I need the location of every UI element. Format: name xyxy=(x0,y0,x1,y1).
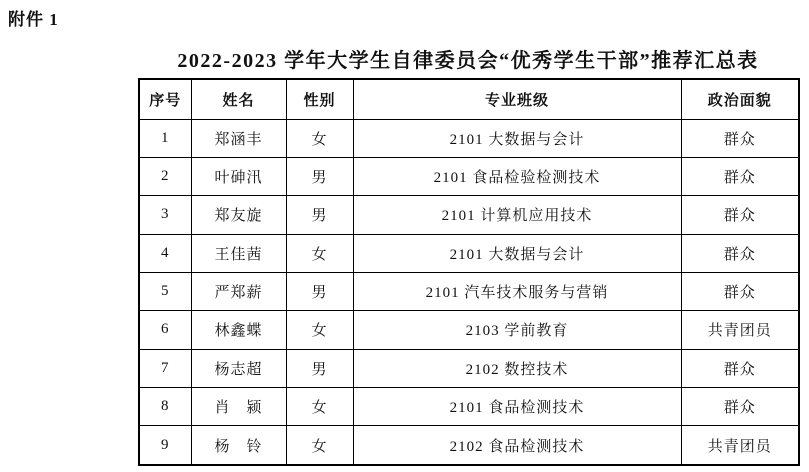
cell-gender: 男 xyxy=(286,196,353,234)
document-title: 2022-2023 学年大学生自律委员会“优秀学生干部”推荐汇总表 xyxy=(177,50,759,72)
cell-name: 郑涵丰 xyxy=(191,119,286,157)
cell-no: 5 xyxy=(139,272,191,310)
cell-gender: 女 xyxy=(286,387,353,425)
cell-no: 2 xyxy=(139,157,191,195)
cell-major: 2101 食品检测技术 xyxy=(353,387,681,425)
cell-no: 9 xyxy=(139,426,191,465)
table-header-row xyxy=(139,79,799,119)
col-header-no: 序号 xyxy=(139,79,191,119)
cell-political: 群众 xyxy=(681,349,799,387)
table-row xyxy=(139,349,799,387)
cell-political: 群众 xyxy=(681,196,799,234)
cell-name: 肖 颍 xyxy=(191,387,286,425)
cell-no: 6 xyxy=(139,311,191,349)
col-header-name: 姓名 xyxy=(191,79,286,119)
table-row xyxy=(139,387,799,425)
cell-no: 1 xyxy=(139,119,191,157)
cell-political: 共青团员 xyxy=(681,311,799,349)
cell-name: 杨志超 xyxy=(191,349,286,387)
cell-gender: 男 xyxy=(286,272,353,310)
col-header-gender: 性别 xyxy=(286,79,353,119)
cell-major: 2101 汽车技术服务与营销 xyxy=(353,272,681,310)
cell-gender: 男 xyxy=(286,349,353,387)
table-row xyxy=(139,119,799,157)
cell-political: 群众 xyxy=(681,157,799,195)
cell-political: 群众 xyxy=(681,387,799,425)
cell-gender: 女 xyxy=(286,426,353,465)
cell-name: 林鑫蝶 xyxy=(191,311,286,349)
cell-major: 2101 食品检验检测技术 xyxy=(353,157,681,195)
cell-name: 严郑薪 xyxy=(191,272,286,310)
cell-name: 叶砷汛 xyxy=(191,157,286,195)
cell-no: 8 xyxy=(139,387,191,425)
cell-gender: 男 xyxy=(286,157,353,195)
table-row xyxy=(139,157,799,195)
cell-political: 群众 xyxy=(681,272,799,310)
table-row xyxy=(139,272,799,310)
cell-major: 2103 学前教育 xyxy=(353,311,681,349)
table-row xyxy=(139,196,799,234)
cell-no: 7 xyxy=(139,349,191,387)
cell-gender: 女 xyxy=(286,119,353,157)
col-header-political: 政治面貌 xyxy=(681,79,799,119)
recommendation-summary-table xyxy=(138,78,800,466)
cell-political: 共青团员 xyxy=(681,426,799,465)
table-row xyxy=(139,311,799,349)
cell-political: 群众 xyxy=(681,234,799,272)
cell-no: 4 xyxy=(139,234,191,272)
cell-political: 群众 xyxy=(681,119,799,157)
table-row xyxy=(139,426,799,465)
cell-major: 2101 大数据与会计 xyxy=(353,119,681,157)
attachment-label: 附件 1 xyxy=(8,10,59,29)
cell-name: 郑友旋 xyxy=(191,196,286,234)
cell-major: 2101 大数据与会计 xyxy=(353,234,681,272)
cell-major: 2101 计算机应用技术 xyxy=(353,196,681,234)
cell-no: 3 xyxy=(139,196,191,234)
col-header-major: 专业班级 xyxy=(353,79,681,119)
cell-gender: 女 xyxy=(286,234,353,272)
cell-major: 2102 食品检测技术 xyxy=(353,426,681,465)
cell-major: 2102 数控技术 xyxy=(353,349,681,387)
cell-gender: 女 xyxy=(286,311,353,349)
cell-name: 杨 铃 xyxy=(191,426,286,465)
table-row xyxy=(139,234,799,272)
cell-name: 王佳茜 xyxy=(191,234,286,272)
